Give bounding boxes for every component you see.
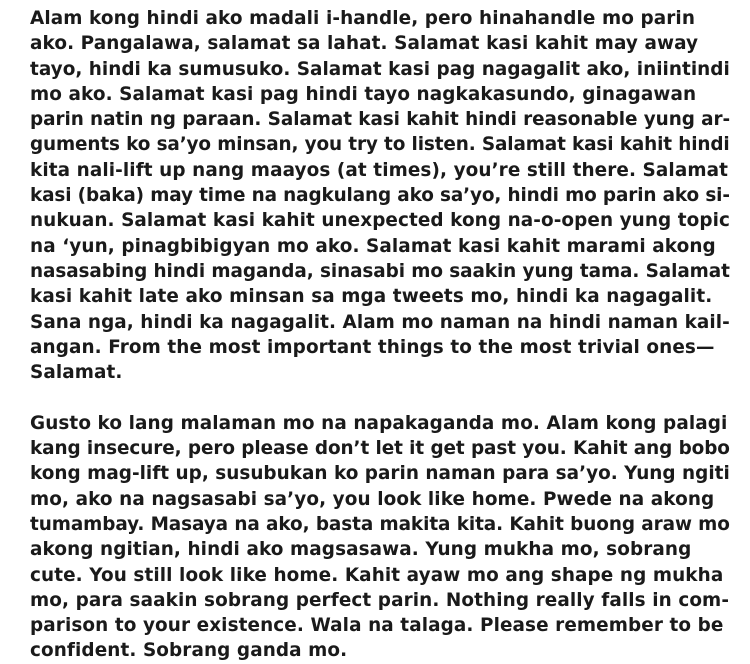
text-line: parison to your existence. Wala na talaga. Please remember to be [30,615,724,637]
text-line: ako. Pangalawa, salamat sa lahat. Salamat kasi kahit may away [30,33,699,55]
paragraph-compliments [30,411,730,664]
paragraph-spacer [30,385,730,410]
text-line: mo, ako na nagsasabi sa’yo, you look like home. Pwede na akong [30,488,715,510]
document-body [30,6,730,664]
text-line: tumambay. Masaya na ako, basta makita kita. Kahit buong araw mo [30,513,730,535]
text-line: guments ko sa’yo minsan, you try to listen. Salamat kasi kahit hindi [30,134,730,156]
text-line: angan. From the most important things to the most trivial ones— [30,336,715,358]
text-line: nasasabing hindi maganda, sinasabi mo saakin yung tama. Salamat [30,260,730,282]
text-line: Salamat. [30,362,123,384]
text-line: na ‘yun, pinagbibigyan mo ako. Salamat kasi kahit marami akong [30,235,716,257]
paragraph-gratitude [30,6,730,385]
text-line: tayo, hindi ka sumusuko. Salamat kasi pag nagagalit ako, iniintindi [30,58,730,80]
text-line: kita nali-lift up nang maayos (at times), you’re still there. Salamat [30,159,728,181]
text-line: kong mag-lift up, susubukan ko parin naman para sa’yo. Yung ngiti [30,463,730,485]
text-line: kasi (baka) may time na nagkulang ako sa’yo, hindi mo parin ako si- [30,185,730,207]
text-line: Gusto ko lang malaman mo na napakaganda mo. Alam kong palagi [30,412,728,434]
text-line: mo ako. Salamat kasi pag hindi tayo nagkakasundo, ginagawan [30,83,697,105]
text-line: parin natin ng paraan. Salamat kasi kahit hindi reasonable yung ar- [30,109,731,131]
text-line: kang insecure, pero please don’t let it get past you. Kahit ang bobo [30,438,730,460]
text-line: akong ngitian, hindi ako magsasawa. Yung mukha mo, sobrang [30,539,692,561]
text-line: confident. Sobrang ganda mo. [30,640,348,662]
text-line: nukuan. Salamat kasi kahit unexpected kong na-o-open yung topic [30,210,730,232]
text-line: Sana nga, hindi ka nagagalit. Alam mo naman na hindi naman kail- [30,311,730,333]
text-line: kasi kahit late ako minsan sa mga tweets mo, hindi ka nagagalit. [30,286,713,308]
text-line: mo, para saakin sobrang perfect parin. Nothing really falls in com- [30,589,730,611]
text-line: Alam kong hindi ako madali i-handle, pero hinahandle mo parin [30,8,696,29]
text-line: cute. You still look like home. Kahit ayaw mo ang shape ng mukha [30,564,724,586]
